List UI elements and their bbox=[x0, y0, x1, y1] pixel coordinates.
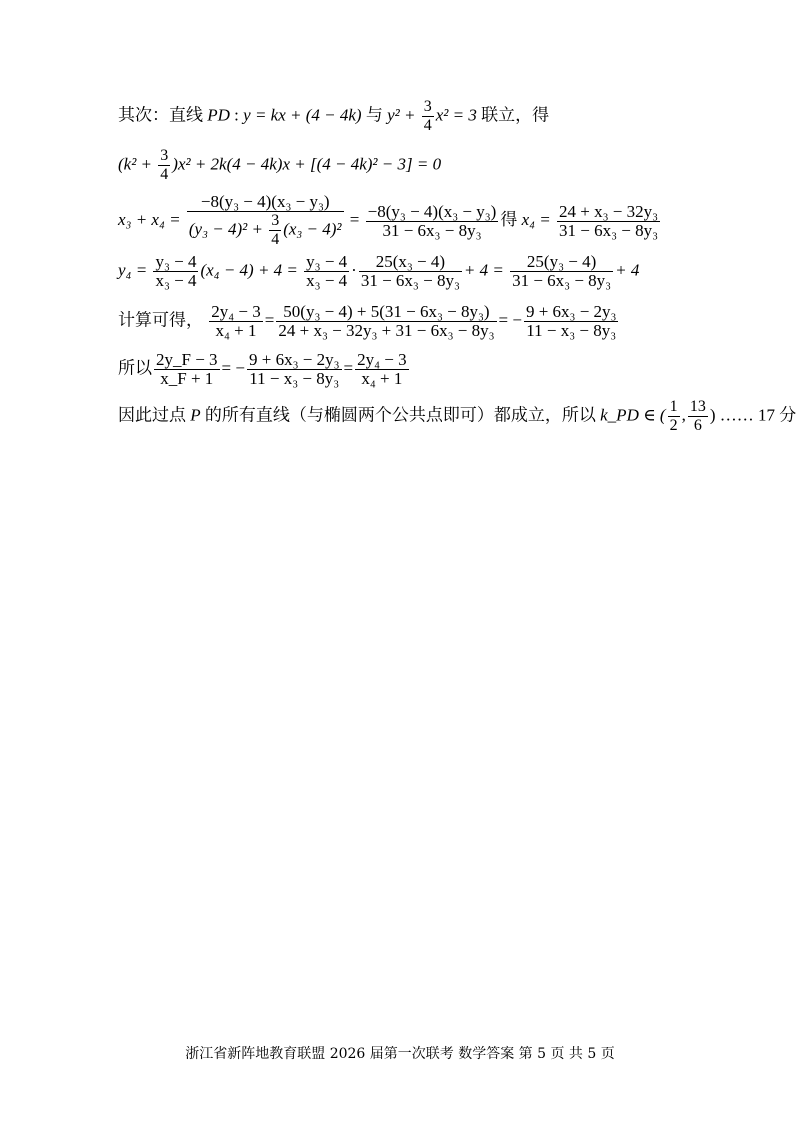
line-2 bbox=[118, 147, 441, 184]
math: (x₃ − 4)² bbox=[283, 219, 342, 239]
numerator: y₃ − 4 bbox=[155, 252, 197, 271]
denominator: 4 bbox=[423, 117, 432, 134]
math: = − bbox=[221, 358, 245, 378]
math: + 4 bbox=[615, 260, 640, 280]
math: )x² + 2k(4 − 4k)x + [(4 − 4k)² − 3] = 0 bbox=[172, 154, 442, 174]
fraction bbox=[154, 351, 220, 388]
line-3 bbox=[118, 193, 662, 249]
denominator: 11 − x₃ − 8y₃ bbox=[249, 369, 340, 388]
fraction bbox=[557, 203, 660, 240]
line-6 bbox=[118, 351, 411, 388]
denominator: x₃ − 4 bbox=[306, 271, 348, 290]
math: (k² + bbox=[118, 154, 157, 174]
fraction bbox=[359, 253, 462, 290]
math: P bbox=[190, 405, 201, 425]
numerator: 50(y₃ − 4) + 5(31 − 6x₃ − 8y₃) bbox=[276, 303, 496, 322]
numerator: 24 + x₃ − 32y₃ bbox=[559, 201, 659, 221]
text: 其次：直线 bbox=[118, 105, 208, 125]
text: 与 bbox=[361, 105, 388, 125]
fraction bbox=[510, 253, 613, 290]
denominator: x₃ − 4 bbox=[155, 271, 197, 290]
denominator: 24 + x₃ − 32y₃ + 31 − 6x₃ − 8y₃ bbox=[278, 321, 495, 340]
numerator: −8(y₃ − 4)(x₃ − y₃) bbox=[367, 201, 497, 221]
fraction bbox=[355, 351, 409, 388]
numerator: 2y₄ − 3 bbox=[211, 302, 261, 321]
math: + 4 = bbox=[463, 260, 504, 280]
fraction bbox=[422, 98, 434, 135]
math: x² = 3 bbox=[435, 105, 477, 125]
math: (x₄ − 4) + 4 = bbox=[200, 260, 298, 280]
math: = bbox=[343, 358, 354, 378]
page-footer: 浙江省新阵地教育联盟 2026 届第一次联考 数学答案 第 5 页 共 5 页 bbox=[185, 1046, 615, 1062]
equation: y = kx + (4 − 4k) bbox=[243, 105, 362, 125]
denominator: x_F + 1 bbox=[160, 369, 214, 388]
fraction bbox=[304, 253, 349, 290]
math: = bbox=[264, 310, 275, 330]
line-7 bbox=[118, 398, 796, 435]
math: x₃ + x₄ = bbox=[118, 209, 181, 229]
fraction bbox=[209, 303, 263, 340]
math: = bbox=[349, 209, 360, 229]
denominator: 6 bbox=[693, 417, 702, 434]
fraction bbox=[158, 147, 170, 184]
denominator: 4 bbox=[160, 166, 169, 183]
denominator: 31 − 6x₃ − 8y₃ bbox=[512, 271, 612, 290]
fraction bbox=[247, 351, 342, 388]
math: , bbox=[681, 405, 686, 425]
math: k_PD ∈ ( bbox=[600, 405, 666, 425]
numerator: 2y₄ − 3 bbox=[357, 350, 407, 369]
fraction bbox=[276, 303, 496, 340]
math: = − bbox=[498, 310, 522, 330]
numerator: 13 bbox=[689, 398, 706, 415]
text: 的所有直线（与椭圆两个公共点即可）都成立，所以 bbox=[200, 405, 601, 425]
fraction bbox=[153, 253, 198, 290]
math: y² + bbox=[387, 105, 420, 125]
denominator: 11 − x₃ − 8y₃ bbox=[526, 321, 617, 340]
text: 联立，得 bbox=[476, 105, 550, 125]
numerator: 2y_F − 3 bbox=[156, 350, 218, 369]
fraction bbox=[668, 398, 680, 435]
numerator: 9 + 6x₃ − 2y₃ bbox=[248, 350, 340, 369]
numerator: 3 bbox=[271, 212, 280, 229]
denominator: 31 − 6x₃ − 8y₃ bbox=[360, 271, 460, 290]
fraction bbox=[187, 193, 344, 249]
text: 所以 bbox=[118, 358, 152, 378]
text: : bbox=[229, 105, 244, 125]
denominator: 4 bbox=[271, 231, 280, 248]
fraction bbox=[524, 303, 619, 340]
numerator: 25(x₃ − 4) bbox=[359, 253, 462, 272]
numerator: y₃ − 4 bbox=[306, 252, 348, 271]
numerator: 9 + 6x₃ − 2y₃ bbox=[525, 302, 617, 321]
denominator: 31 − 6x₃ − 8y₃ bbox=[559, 220, 659, 240]
denominator: x₄ + 1 bbox=[215, 321, 257, 340]
math: (y₃ − 4)² + bbox=[188, 219, 268, 239]
text: 计算可得， bbox=[118, 310, 203, 330]
numerator: −8(y₃ − 4)(x₃ − y₃) bbox=[187, 193, 344, 212]
line-1 bbox=[118, 98, 549, 135]
math: PD bbox=[207, 105, 230, 125]
fraction bbox=[688, 398, 708, 435]
numerator: 25(y₃ − 4) bbox=[510, 253, 613, 272]
numerator: 1 bbox=[669, 398, 678, 415]
numerator: 3 bbox=[160, 147, 169, 164]
math: x₄ = bbox=[521, 209, 551, 229]
line-4 bbox=[118, 253, 639, 290]
text: 得 bbox=[500, 209, 518, 229]
denominator bbox=[187, 212, 344, 249]
text: ) …… 17 分 bbox=[709, 405, 797, 425]
math: · bbox=[351, 260, 357, 280]
denominator: 2 bbox=[669, 417, 678, 434]
numerator: 3 bbox=[423, 98, 432, 115]
denominator: 31 − 6x₃ − 8y₃ bbox=[382, 220, 482, 240]
text: 因此过点 bbox=[118, 405, 191, 425]
fraction bbox=[269, 212, 281, 249]
line-5 bbox=[118, 303, 620, 340]
math: y₄ = bbox=[118, 260, 148, 280]
fraction bbox=[366, 203, 499, 240]
denominator: x₄ + 1 bbox=[361, 369, 403, 388]
